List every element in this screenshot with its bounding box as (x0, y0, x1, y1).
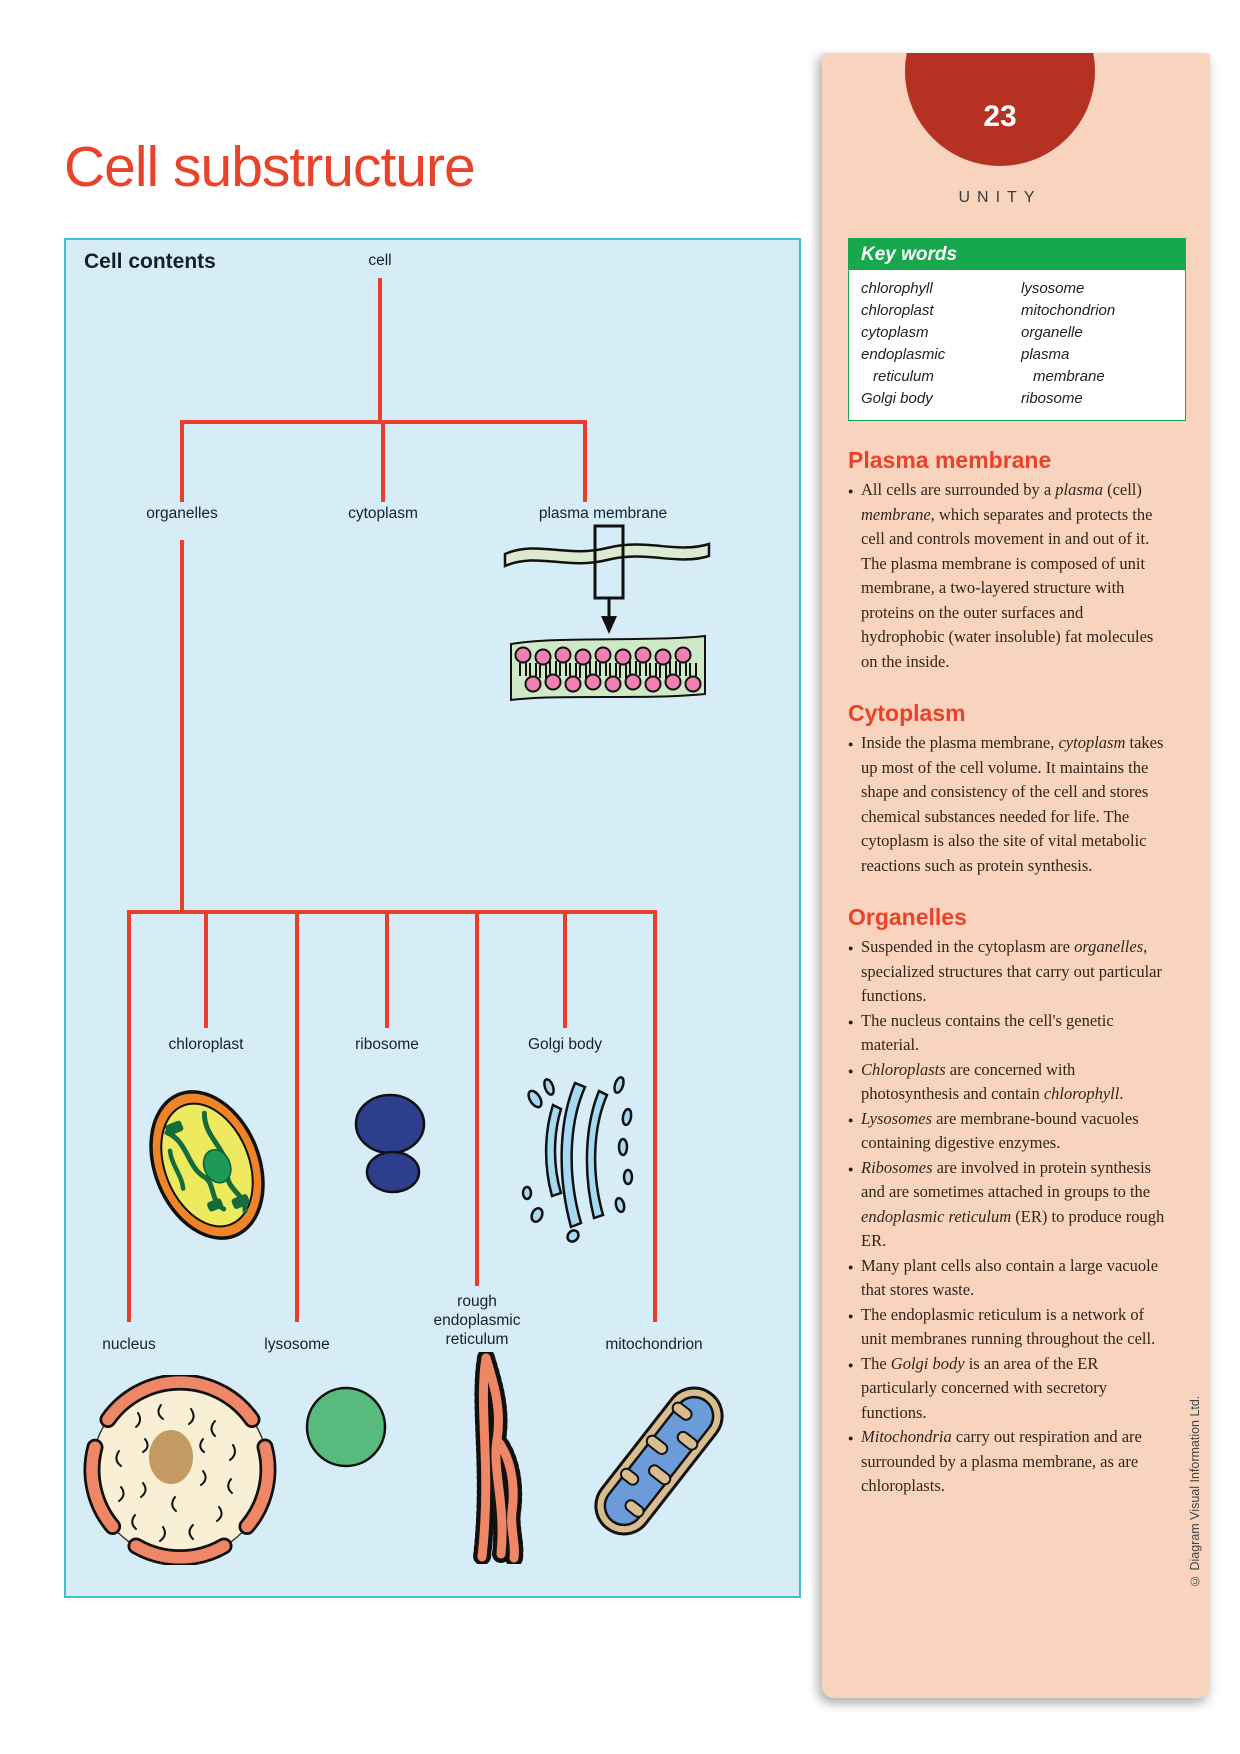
keywords-col2 (1021, 278, 1181, 410)
bullet-item: ● The Golgi body is an area of the ER particularly concerned with secretory functions. (848, 1352, 1166, 1426)
keyword-item: membrane (1033, 368, 1105, 385)
tree-connector (583, 420, 587, 502)
keyword-item: plasma (1021, 346, 1070, 363)
tree-connector (381, 420, 385, 502)
bullet-item: ● The endoplasmic reticulum is a network of unit membranes running throughout the cell. (848, 1303, 1166, 1352)
bullet-item: ● All cells are surrounded by a plasma (cell) membrane, which separates and protects the cell and controls movement in and out of it. The plasma membrane is composed of unit membrane, a two-layered structure with proteins on the outer surfaces and hydrophobic (water insoluble) fat molecules on the inside. (848, 478, 1166, 674)
keyword-item: cytoplasm (861, 324, 929, 341)
copyright-notice: © Diagram Visual Information Ltd. (1188, 1395, 1202, 1588)
section-bullets (848, 731, 1166, 878)
keyword-item: reticulum (873, 368, 934, 385)
label-lysosome: lysosome (264, 1336, 330, 1353)
mitochondrion-illustration (584, 1366, 734, 1556)
tree-connector (295, 910, 299, 1322)
tree-connector (204, 910, 208, 1028)
section-heading: Organelles (848, 904, 967, 930)
bullet-item: ● Ribosomes are involved in protein synthesis and are sometimes attached in groups to the endoplasmic reticulum (ER) to produce rough ER. (848, 1156, 1166, 1254)
tree-connector (385, 910, 389, 1028)
section-heading: Plasma membrane (848, 447, 1052, 473)
ribosome-illustration (348, 1088, 433, 1200)
lysosome-illustration (302, 1384, 390, 1472)
section-heading: Cytoplasm (848, 700, 966, 726)
page-title: Cell substructure (64, 135, 475, 199)
keyword-item: mitochondrion (1021, 302, 1116, 319)
chloroplast-illustration (140, 1080, 275, 1250)
keyword-item: chlorophyll (861, 280, 933, 297)
keyword-item: Golgi body (861, 390, 933, 407)
tree-connector (127, 910, 131, 1322)
bullet-item: ● The nucleus contains the cell's genetic material. (848, 1009, 1166, 1058)
bullet-item: ● Chloroplasts are concerned with photosynthesis and contain chlorophyll. (848, 1058, 1166, 1107)
label-cell: cell (368, 252, 392, 269)
rough-er-illustration (442, 1352, 557, 1564)
section-bullets (848, 935, 1166, 1499)
tree-connector (180, 420, 184, 502)
keywords-col1 (861, 278, 1021, 410)
tree-connector (653, 910, 657, 1322)
sidebar (822, 53, 1210, 1698)
keyword-item: lysosome (1021, 280, 1085, 297)
keywords-box (848, 238, 1186, 421)
plasma-membrane-illustration (497, 524, 717, 704)
keyword-item: organelle (1021, 324, 1083, 341)
label-nucleus: nucleus (102, 1336, 156, 1353)
label-ribosome: ribosome (355, 1036, 419, 1053)
label-organelles: organelles (146, 505, 218, 522)
label-cytoplasm: cytoplasm (348, 505, 418, 522)
label-golgi-body: Golgi body (527, 1036, 603, 1053)
keyword-item: endoplasmic (861, 346, 946, 363)
keyword-item: chloroplast (861, 302, 934, 319)
label-chloroplast: chloroplast (168, 1036, 244, 1053)
page-number: 23 (983, 100, 1017, 133)
label-mitochondrion: mitochondrion (605, 1336, 703, 1353)
label-rough-er: rough endoplasmic reticulum (433, 1293, 521, 1348)
tree-connector (378, 278, 382, 420)
tree-connector (563, 910, 567, 1028)
bullet-item: ● Inside the plasma membrane, cytoplasm takes up most of the cell volume. It maintains the shape and consistency of the cell and stores chemical substances needed for life. The cytoplasm is also the site of vital metabolic reactions such as protein synthesis. (848, 731, 1166, 878)
diagram-title: Cell contents (84, 250, 216, 273)
label-plasma-membrane: plasma membrane (538, 505, 668, 522)
unit-label: UNITY (958, 189, 1042, 206)
tree-connector (180, 540, 184, 912)
keywords-title: Key words (849, 239, 1185, 270)
bullet-item: ● Many plant cells also contain a large vacuole that stores waste. (848, 1254, 1166, 1303)
bullet-item: ● Mitochondria carry out respiration and are surrounded by a plasma membrane, as are chloroplasts. (848, 1425, 1166, 1499)
bullet-item: ● Suspended in the cytoplasm are organelles, specialized structures that carry out particular functions. (848, 935, 1166, 1009)
keyword-item: ribosome (1021, 390, 1083, 407)
sections (848, 447, 1166, 1499)
nucleus-illustration (83, 1375, 278, 1565)
golgi-body-illustration (515, 1075, 640, 1245)
section-bullets (848, 478, 1166, 674)
page-number-badge (905, 53, 1095, 166)
tree-connector (475, 910, 479, 1286)
sidebar-header (822, 53, 1210, 238)
bullet-item: ● Lysosomes are membrane-bound vacuoles containing digestive enzymes. (848, 1107, 1166, 1156)
